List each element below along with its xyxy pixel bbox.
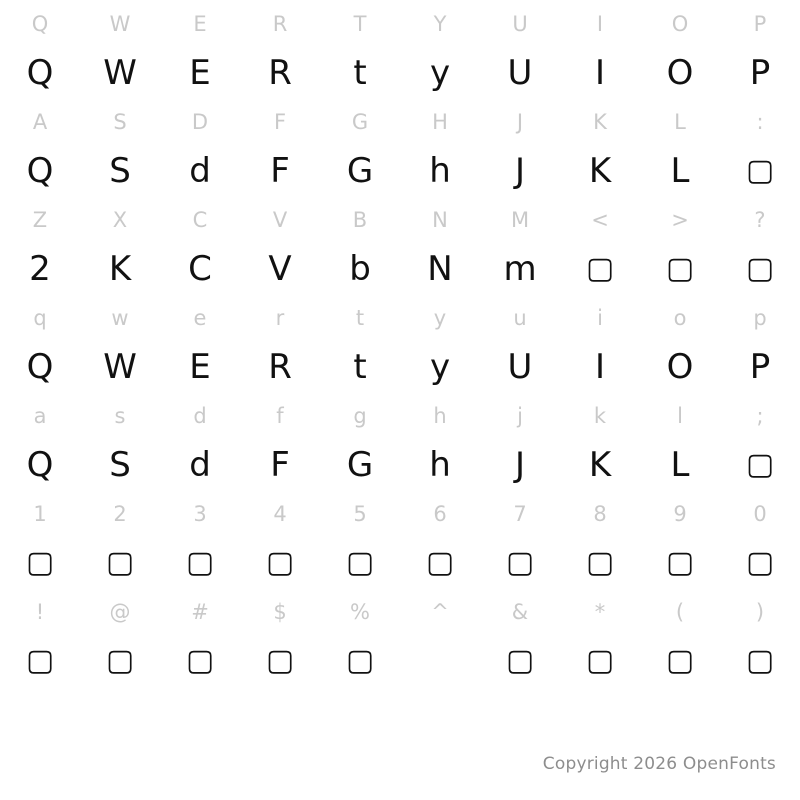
glyph-sample: ▢: [345, 643, 375, 678]
key-label: Y: [433, 11, 447, 36]
glyph-sample: W: [103, 53, 137, 93]
glyph-cell: [480, 588, 560, 686]
key-label: k: [593, 403, 607, 428]
glyph-cell: [160, 588, 240, 686]
glyph-sample: ▢: [745, 153, 775, 188]
key-label: ): [755, 599, 765, 624]
glyph-sample: L: [670, 151, 690, 191]
glyph-sample: R: [268, 53, 292, 93]
key-label: X: [112, 207, 128, 232]
glyph-sample: ▢: [505, 545, 535, 580]
key-label: S: [113, 109, 127, 134]
glyph-cell: [560, 294, 640, 392]
key-label: 3: [193, 501, 207, 526]
glyph-sample: P: [749, 347, 771, 387]
key-label: d: [193, 403, 207, 428]
key-label: O: [671, 11, 689, 36]
glyph-sample: Q: [26, 445, 54, 485]
glyph-cell: [240, 98, 320, 196]
glyph-sample: U: [507, 53, 533, 93]
glyph-cell: [0, 294, 80, 392]
glyph-cell: [80, 294, 160, 392]
glyph-sample: ▢: [665, 643, 695, 678]
key-label: B: [352, 207, 368, 232]
key-label: y: [433, 305, 447, 330]
key-label: W: [109, 11, 131, 36]
key-label: P: [753, 11, 767, 36]
key-label: E: [193, 11, 207, 36]
key-label: H: [432, 109, 448, 134]
glyph-sample: ▢: [505, 643, 535, 678]
key-label: 4: [273, 501, 287, 526]
glyph-cell: [240, 196, 320, 294]
glyph-cell: [720, 196, 800, 294]
key-label: C: [192, 207, 208, 232]
glyph-sample: ▢: [265, 545, 295, 580]
glyph-sample: Q: [26, 151, 54, 191]
glyph-cell: [80, 588, 160, 686]
glyph-cell: [240, 294, 320, 392]
key-label: o: [673, 305, 687, 330]
glyph-cell: [480, 294, 560, 392]
glyph-cell: [240, 392, 320, 490]
glyph-cell: [480, 490, 560, 588]
key-label: w: [111, 305, 129, 330]
glyph-cell: [160, 0, 240, 98]
glyph-cell: [720, 490, 800, 588]
glyph-cell: [320, 490, 400, 588]
glyph-cell: [80, 98, 160, 196]
key-label: T: [353, 11, 367, 36]
glyph-sample: ▢: [425, 545, 455, 580]
glyph-sample: ▢: [585, 545, 615, 580]
glyph-cell: [0, 196, 80, 294]
glyph-sample: I: [594, 53, 606, 93]
glyph-cell: [400, 588, 480, 686]
glyph-sample: G: [346, 151, 374, 191]
key-label: 6: [433, 501, 447, 526]
glyph-cell: [560, 196, 640, 294]
glyph-sample: d: [189, 151, 211, 191]
glyph-cell: [240, 490, 320, 588]
key-label: e: [193, 305, 207, 330]
key-label: 1: [33, 501, 47, 526]
glyph-cell: [320, 98, 400, 196]
glyph-cell: [160, 392, 240, 490]
glyph-cell: [160, 196, 240, 294]
key-label: %: [350, 599, 370, 624]
glyph-cell: [0, 98, 80, 196]
glyph-sample: ▢: [665, 251, 695, 286]
key-label: R: [272, 11, 288, 36]
glyph-cell: [0, 392, 80, 490]
key-label: G: [351, 109, 369, 134]
glyph-sample: N: [427, 249, 453, 289]
glyph-cell: [640, 294, 720, 392]
key-label: ?: [754, 207, 766, 232]
key-label: J: [516, 109, 524, 134]
key-label: h: [433, 403, 447, 428]
glyph-sample: F: [270, 151, 290, 191]
glyph-cell: [480, 0, 560, 98]
glyph-sample: V: [268, 249, 292, 289]
glyph-cell: [720, 392, 800, 490]
key-label: <: [591, 207, 609, 232]
glyph-cell: [400, 294, 480, 392]
glyph-cell: [640, 0, 720, 98]
glyph-cell: [400, 392, 480, 490]
glyph-cell: [640, 490, 720, 588]
glyph-sample: t: [353, 53, 367, 93]
key-label: :: [756, 109, 764, 134]
glyph-sample: ▢: [745, 447, 775, 482]
glyph-cell: [80, 392, 160, 490]
key-label: q: [33, 305, 47, 330]
key-label: A: [32, 109, 48, 134]
glyph-sample: ▢: [185, 545, 215, 580]
glyph-cell: [560, 392, 640, 490]
glyph-sample: K: [588, 151, 612, 191]
glyph-sample: S: [109, 445, 131, 485]
glyph-sample: ▢: [665, 545, 695, 580]
glyph-sample: ▢: [265, 643, 295, 678]
glyph-cell: [320, 392, 400, 490]
glyph-cell: [400, 490, 480, 588]
glyph-sample: ▢: [585, 643, 615, 678]
glyph-sample: ▢: [585, 251, 615, 286]
glyph-sample: t: [353, 347, 367, 387]
key-label: l: [677, 403, 683, 428]
glyph-cell: [0, 0, 80, 98]
glyph-cell: [400, 98, 480, 196]
key-label: F: [273, 109, 287, 134]
glyph-sample: F: [270, 445, 290, 485]
key-label: I: [596, 11, 604, 36]
glyph-sample: ▢: [185, 643, 215, 678]
glyph-cell: [720, 0, 800, 98]
glyph-cell: [80, 490, 160, 588]
glyph-sample: h: [429, 151, 451, 191]
glyph-cell: [240, 0, 320, 98]
glyph-sample: ▢: [745, 251, 775, 286]
key-label: U: [512, 11, 528, 36]
glyph-cell: [640, 392, 720, 490]
glyph-sample: R: [268, 347, 292, 387]
key-label: M: [510, 207, 530, 232]
copyright-notice: Copyright 2026 OpenFonts: [542, 754, 776, 774]
key-label: 0: [753, 501, 767, 526]
key-label: j: [517, 403, 523, 428]
glyph-sample: G: [346, 445, 374, 485]
key-label: p: [753, 305, 767, 330]
glyph-sample: C: [188, 249, 212, 289]
key-label: 7: [513, 501, 527, 526]
key-label: ;: [756, 403, 764, 428]
glyph-sample: ▢: [105, 545, 135, 580]
glyph-sample: ▢: [25, 545, 55, 580]
glyph-cell: [720, 588, 800, 686]
key-label: @: [109, 599, 131, 624]
key-label: K: [593, 109, 607, 134]
key-label: i: [597, 305, 603, 330]
key-label: 9: [673, 501, 687, 526]
glyph-cell: [720, 294, 800, 392]
glyph-sample: ▢: [25, 643, 55, 678]
glyph-sample: J: [514, 445, 526, 485]
glyph-cell: [160, 294, 240, 392]
glyph-sample: ▢: [105, 643, 135, 678]
glyph-sample: d: [189, 445, 211, 485]
key-label: &: [511, 599, 529, 624]
glyph-cell: [560, 0, 640, 98]
glyph-cell: [560, 98, 640, 196]
glyph-cell: [80, 0, 160, 98]
glyph-cell: [640, 588, 720, 686]
key-label: Q: [31, 11, 49, 36]
glyph-sample: I: [594, 347, 606, 387]
key-label: ^: [431, 599, 449, 624]
glyph-sample: m: [503, 249, 537, 289]
key-label: Z: [32, 207, 48, 232]
glyph-cell: [240, 588, 320, 686]
glyph-sample: ▢: [745, 545, 775, 580]
key-label: (: [675, 599, 685, 624]
glyph-sample: W: [103, 347, 137, 387]
glyph-sample: y: [429, 53, 451, 93]
key-label: D: [191, 109, 209, 134]
glyph-cell: [400, 196, 480, 294]
glyph-sample: S: [109, 151, 131, 191]
glyph-sample: Q: [26, 347, 54, 387]
key-label: 5: [353, 501, 367, 526]
glyph-sample: Q: [26, 53, 54, 93]
key-label: f: [276, 403, 284, 428]
glyph-sample: E: [189, 347, 211, 387]
key-label: >: [671, 207, 689, 232]
key-label: *: [594, 599, 606, 624]
glyph-cell: [320, 294, 400, 392]
key-label: $: [273, 599, 287, 624]
key-label: 8: [593, 501, 607, 526]
key-label: g: [353, 403, 367, 428]
key-label: 2: [113, 501, 127, 526]
key-label: V: [272, 207, 288, 232]
key-label: !: [35, 599, 45, 624]
glyph-cell: [480, 98, 560, 196]
glyph-cell: [560, 588, 640, 686]
glyph-sample: h: [429, 445, 451, 485]
glyph-cell: [160, 490, 240, 588]
key-label: N: [432, 207, 448, 232]
glyph-sample: P: [749, 53, 771, 93]
glyph-sample: ▢: [745, 643, 775, 678]
key-label: t: [355, 305, 365, 330]
glyph-sample: K: [108, 249, 132, 289]
glyph-cell: [0, 490, 80, 588]
glyph-sample: J: [514, 151, 526, 191]
glyph-sample: O: [666, 347, 694, 387]
glyph-sample: 2: [29, 249, 51, 289]
glyph-cell: [80, 196, 160, 294]
glyph-sample: E: [189, 53, 211, 93]
glyph-cell: [160, 98, 240, 196]
glyph-cell: [320, 0, 400, 98]
glyph-cell: [640, 196, 720, 294]
glyph-sample: K: [588, 445, 612, 485]
glyph-cell: [720, 98, 800, 196]
glyph-cell: [480, 392, 560, 490]
glyph-sample: L: [670, 445, 690, 485]
key-label: #: [191, 599, 209, 624]
key-label: s: [114, 403, 126, 428]
key-label: a: [33, 403, 47, 428]
glyph-cell: [480, 196, 560, 294]
glyph-cell: [320, 588, 400, 686]
key-label: L: [674, 109, 686, 134]
glyph-cell: [560, 490, 640, 588]
glyph-sample: U: [507, 347, 533, 387]
glyph-cell: [0, 588, 80, 686]
glyph-sample: O: [666, 53, 694, 93]
glyph-sample: b: [349, 249, 371, 289]
glyph-cell: [320, 196, 400, 294]
glyph-sample: y: [429, 347, 451, 387]
glyph-cell: [640, 98, 720, 196]
glyph-cell: [400, 0, 480, 98]
key-label: u: [513, 305, 527, 330]
key-label: r: [275, 305, 285, 330]
glyph-sample: ▢: [345, 545, 375, 580]
